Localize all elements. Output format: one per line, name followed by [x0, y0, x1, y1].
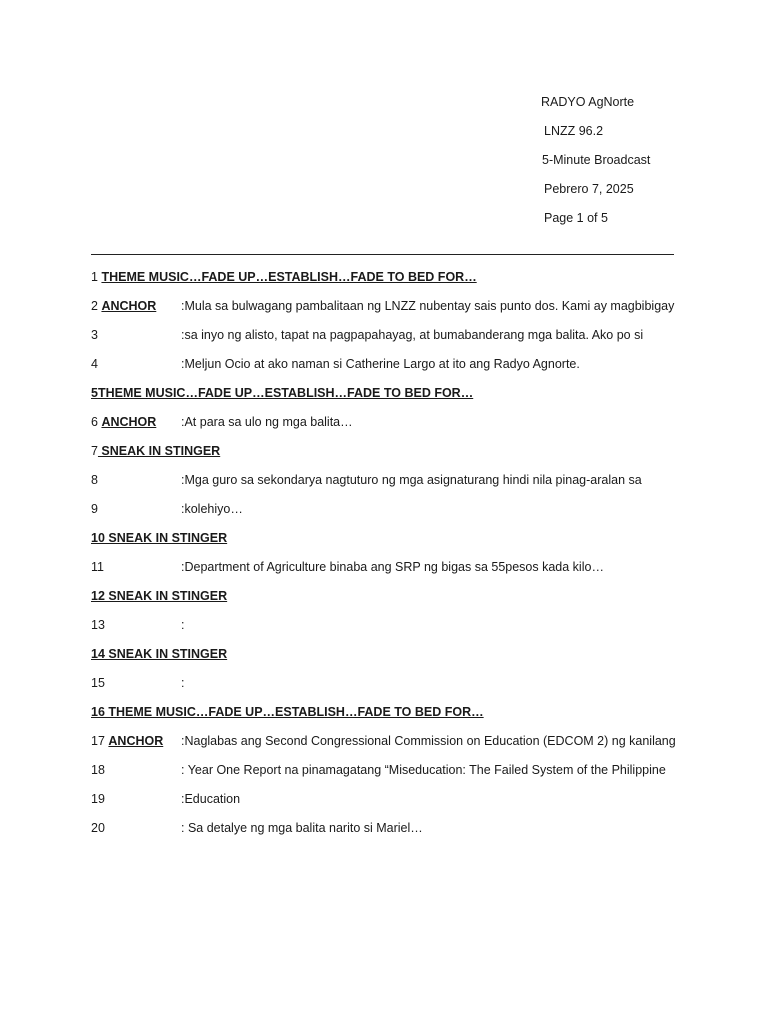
line-number: 1: [91, 270, 98, 284]
script-line-13: [91, 616, 691, 645]
line-number: 3: [91, 328, 98, 342]
script-line-19: [91, 790, 691, 819]
header-block: [541, 93, 741, 238]
script-line-17: [91, 732, 691, 761]
script-line-14: [91, 645, 691, 674]
script-line-2: [91, 297, 691, 326]
line-number: 11: [91, 560, 104, 574]
script-line-4: [91, 355, 691, 384]
script-line-3: [91, 326, 691, 355]
page-number: Page 1 of 5: [544, 211, 608, 225]
script-line-11: [91, 558, 691, 587]
production-cue: 16 THEME MUSIC…FADE UP…ESTABLISH…FADE TO BED FOR…: [91, 705, 484, 719]
line-number: 4: [91, 357, 98, 371]
divider-rule: [91, 254, 674, 255]
line-number: 7: [91, 444, 98, 458]
script-line-15: [91, 674, 691, 703]
script-line-10: [91, 529, 691, 558]
line-number: 5: [91, 386, 98, 400]
line-text: :Education: [181, 792, 241, 806]
line-number: 9: [91, 502, 98, 516]
anchor-label: ANCHOR: [101, 415, 157, 429]
script-line-18: [91, 761, 691, 790]
station-frequency: LNZZ 96.2: [544, 124, 604, 138]
line-text: :Naglabas ang Second Congressional Commission on Education (EDCOM 2) ng kanilang: [181, 734, 676, 748]
line-number: 2: [91, 299, 98, 313]
line-number: 20: [91, 821, 105, 835]
line-text: : Sa detalye ng mga balita narito si Mariel…: [181, 821, 423, 835]
line-text: : Year One Report na pinamagatang “Miseducation: The Failed System of the Philippine: [181, 763, 666, 777]
station-name: RADYO AgNorte: [541, 95, 635, 109]
broadcast-date: Pebrero 7, 2025: [544, 182, 634, 196]
script-line-20: [91, 819, 691, 848]
script-lines: [91, 268, 691, 848]
script-line-5: [91, 384, 691, 413]
line-number: 17: [91, 734, 105, 748]
line-text: :sa inyo ng alisto, tapat na pagpapahayag, at bumabanderang mga balita. Ako po si: [181, 328, 644, 342]
script-line-16: [91, 703, 691, 732]
line-text: :Department of Agriculture binaba ang SRP ng bigas sa 55pesos kada kilo…: [181, 560, 604, 574]
line-text: :: [181, 676, 185, 690]
script-line-9: [91, 500, 691, 529]
line-number: 18: [91, 763, 105, 777]
line-number: 6: [91, 415, 98, 429]
line-text: :Mula sa bulwagang pambalitaan ng LNZZ nubentay sais punto dos. Kami ay magbibigay: [181, 299, 675, 313]
line-text: :At para sa ulo ng mga balita…: [181, 415, 353, 429]
line-text: :Mga guro sa sekondarya nagtuturo ng mga asignaturang hindi nila pinag-aralan sa: [181, 473, 642, 487]
production-cue: 12 SNEAK IN STINGER: [91, 589, 228, 603]
anchor-label: ANCHOR: [108, 734, 164, 748]
line-number: 15: [91, 676, 105, 690]
line-number: 13: [91, 618, 105, 632]
line-text: :Meljun Ocio at ako naman si Catherine Largo at ito ang Radyo Agnorte.: [181, 357, 580, 371]
script-line-1: [91, 268, 691, 297]
production-cue: SNEAK IN STINGER: [97, 444, 221, 458]
production-cue: THEME MUSIC…FADE UP…ESTABLISH…FADE TO BED FOR…: [101, 270, 477, 284]
production-cue: 14 SNEAK IN STINGER: [91, 647, 228, 661]
script-line-12: [91, 587, 691, 616]
production-cue: 10 SNEAK IN STINGER: [91, 531, 228, 545]
script-line-8: [91, 471, 691, 500]
line-number: 19: [91, 792, 105, 806]
line-text: :: [181, 618, 185, 632]
script-line-7: [91, 442, 691, 471]
production-cue: THEME MUSIC…FADE UP…ESTABLISH…FADE TO BED FOR…: [97, 386, 474, 400]
line-number: 8: [91, 473, 98, 487]
line-text: :kolehiyo…: [181, 502, 243, 516]
broadcast-format: 5-Minute Broadcast: [542, 153, 651, 167]
script-line-6: [91, 413, 691, 442]
anchor-label: ANCHOR: [101, 299, 157, 313]
